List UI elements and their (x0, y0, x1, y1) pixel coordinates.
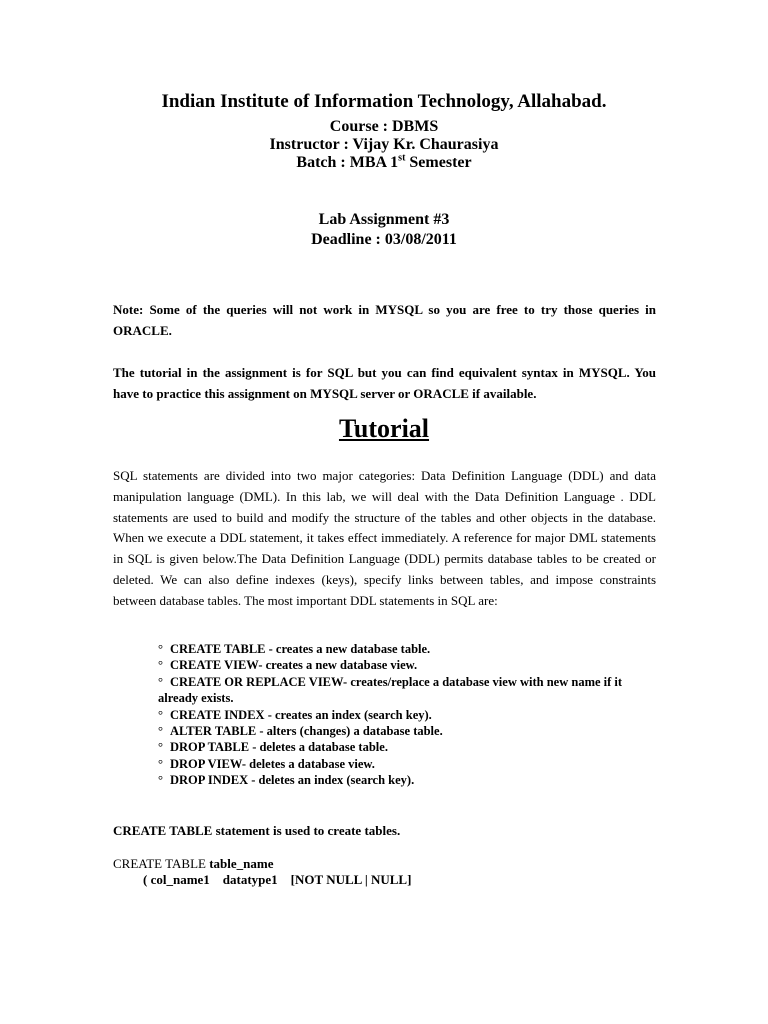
tutorial-note: The tutorial in the assignment is for SQL but you can find equivalent syntax in MYSQL. You have to practice this assignment on MYSQL server or ORACLE if available. (113, 365, 656, 401)
batch-superscript: st (398, 152, 406, 164)
list-item-text: CREATE OR REPLACE VIEW- creates/replace a database view with new name if it (170, 674, 623, 689)
institute-title: Indian Institute of Information Technology, Allahabad. (161, 91, 607, 112)
list-item-text: DROP VIEW- deletes a database view. (170, 756, 375, 771)
list-item-text: already exists. (158, 691, 234, 706)
batch-prefix: Batch : MBA 1 (296, 154, 399, 171)
list-item (158, 772, 648, 788)
bullet-icon: ° (158, 658, 163, 673)
syntax-table-name: table_name (209, 856, 274, 871)
list-item (158, 657, 648, 673)
batch-suffix: Semester (405, 154, 472, 171)
course-line: Course : DBMS (329, 118, 439, 135)
tutorial-heading: Tutorial (338, 414, 430, 443)
bullet-icon: ° (158, 674, 163, 689)
list-item (158, 641, 648, 657)
instructor-line: Instructor : Vijay Kr. Chaurasiya (269, 136, 499, 153)
bullet-icon: ° (158, 773, 163, 788)
list-item-continuation (158, 690, 648, 706)
deadline-line: Deadline : 03/08/2011 (311, 231, 457, 248)
list-item-text: ALTER TABLE - alters (changes) a database table. (170, 724, 443, 739)
bullet-icon: ° (158, 756, 163, 771)
list-item (158, 739, 648, 755)
syntax-line-1 (113, 856, 274, 872)
syntax-line-2: ( col_name1 datatype1 [NOT NULL | NULL] (143, 872, 412, 887)
lab-assignment-title: Lab Assignment #3 (318, 211, 450, 228)
syntax-keyword: CREATE TABLE (113, 856, 206, 871)
list-item-text: CREATE TABLE - creates a new database table. (170, 642, 431, 656)
bullet-icon: ° (158, 642, 163, 656)
create-table-statement: CREATE TABLE statement is used to create tables. (113, 823, 401, 838)
mysql-note: Note: Some of the queries will not work in MYSQL so you are free to try those queries in ORACLE. (113, 302, 656, 338)
list-item-text: CREATE INDEX - creates an index (search key). (170, 707, 432, 722)
ddl-statement-list (158, 641, 648, 789)
bullet-icon: ° (158, 707, 163, 722)
bullet-icon: ° (158, 740, 163, 755)
list-item-text: DROP TABLE - deletes a database table. (170, 740, 388, 755)
list-item (158, 674, 648, 690)
list-item (158, 723, 648, 739)
bullet-icon: ° (158, 724, 163, 739)
list-item-text: CREATE VIEW- creates a new database view. (170, 658, 418, 673)
list-item (158, 707, 648, 723)
tutorial-body: SQL statements are divided into two major categories: Data Definition Language (DDL) and data manipulation language (DML). In this lab, we will deal with the Data Definition Language . DDL statements are used to build and modify the structure of the tables and other objects in the database. When we execute a DDL statement, it takes effect immediately. A reference for major DML statements in SQL is given below.The Data Definition Language (DDL) permits database tables to be created or deleted. We can also define indexes (keys), specify links between tables, and impose constraints between database tables. The most important DDL statements in SQL are: (113, 468, 656, 608)
list-item (158, 756, 648, 772)
list-item-text: DROP INDEX - deletes an index (search key). (170, 773, 415, 788)
batch-line (0, 154, 768, 172)
